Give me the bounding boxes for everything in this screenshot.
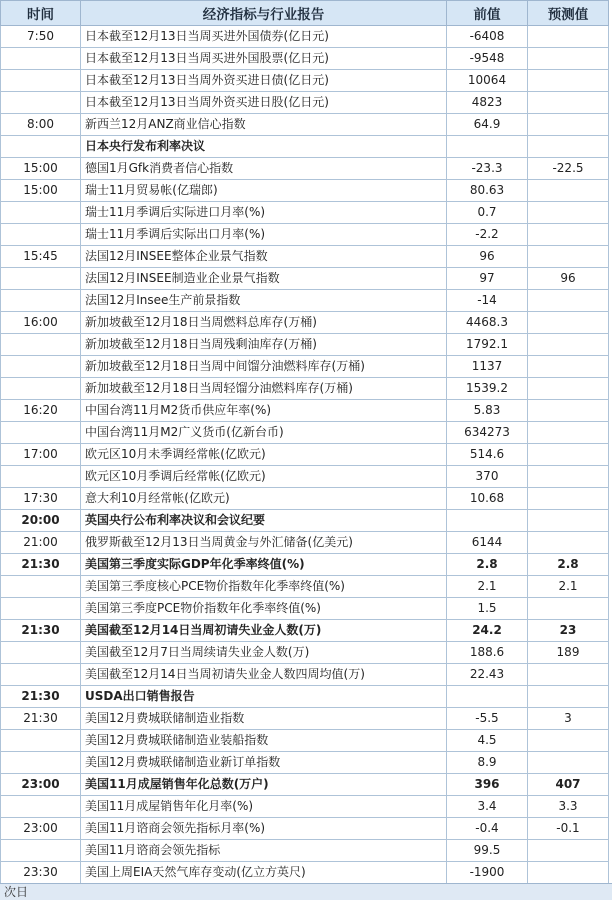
row-forecast-value [528,664,609,686]
table-row [1,532,609,554]
row-indicator-name: 日本央行发布利率决议 [81,136,447,158]
table-body [1,26,609,884]
row-indicator-name: 日本截至12月13日当周买进外国债券(亿日元) [81,26,447,48]
row-indicator-name: 瑞士11月贸易帐(亿瑞郎) [81,180,447,202]
table-row [1,708,609,730]
row-indicator-name: 瑞士11月季调后实际进口月率(%) [81,202,447,224]
row-previous-value: 514.6 [447,444,528,466]
table-header-row [1,1,609,26]
row-indicator-name: 欧元区10月未季调经常帐(亿欧元) [81,444,447,466]
row-time [1,642,81,664]
row-time [1,598,81,620]
row-forecast-value: 96 [528,268,609,290]
row-previous-value: 10064 [447,70,528,92]
row-time [1,466,81,488]
row-previous-value [447,510,528,532]
row-previous-value: 634273 [447,422,528,444]
row-indicator-name: 欧元区10月季调后经常帐(亿欧元) [81,466,447,488]
row-previous-value: 22.43 [447,664,528,686]
row-forecast-value [528,202,609,224]
row-time [1,752,81,774]
row-previous-value: 2.1 [447,576,528,598]
row-time: 15:45 [1,246,81,268]
row-forecast-value [528,466,609,488]
table-row [1,356,609,378]
table-row [1,664,609,686]
table-row [1,730,609,752]
row-forecast-value [528,48,609,70]
row-time: 20:00 [1,510,81,532]
row-time [1,356,81,378]
table-row [1,686,609,708]
row-previous-value: -14 [447,290,528,312]
row-forecast-value: 3 [528,708,609,730]
row-time: 21:30 [1,554,81,576]
row-indicator-name: 美国11月成屋销售年化月率(%) [81,796,447,818]
row-indicator-name: 美国12月费城联储制造业指数 [81,708,447,730]
row-time: 15:00 [1,158,81,180]
row-indicator-name: 瑞士11月季调后实际出口月率(%) [81,224,447,246]
row-forecast-value [528,444,609,466]
row-time: 17:30 [1,488,81,510]
row-previous-value: 1.5 [447,598,528,620]
row-time: 17:00 [1,444,81,466]
table-row [1,48,609,70]
table-row [1,620,609,642]
row-indicator-name: 美国第三季度核心PCE物价指数年化季率终值(%) [81,576,447,598]
row-time: 7:50 [1,26,81,48]
row-previous-value: 2.8 [447,554,528,576]
table-row [1,114,609,136]
row-forecast-value [528,598,609,620]
table-row [1,378,609,400]
row-indicator-name: 美国12月费城联储制造业装船指数 [81,730,447,752]
row-indicator-name: 英国央行公布利率决议和会议纪要 [81,510,447,532]
row-previous-value: 64.9 [447,114,528,136]
row-time: 21:30 [1,620,81,642]
row-forecast-value [528,400,609,422]
row-time [1,48,81,70]
table-row [1,466,609,488]
row-forecast-value: -0.1 [528,818,609,840]
row-previous-value: -23.3 [447,158,528,180]
row-indicator-name: 中国台湾11月M2广义货币(亿新台币) [81,422,447,444]
row-indicator-name: 新加坡截至12月18日当周中间馏分油燃料库存(万桶) [81,356,447,378]
table-row [1,444,609,466]
row-forecast-value [528,136,609,158]
table-row [1,246,609,268]
row-time: 21:30 [1,686,81,708]
row-forecast-value: 2.1 [528,576,609,598]
row-indicator-name: 新西兰12月ANZ商业信心指数 [81,114,447,136]
table-row [1,554,609,576]
row-indicator-name: 美国11月谘商会领先指标月率(%) [81,818,447,840]
row-forecast-value [528,378,609,400]
row-forecast-value [528,114,609,136]
row-time: 21:00 [1,532,81,554]
table-row [1,202,609,224]
header-forecast: 预测值 [528,1,609,26]
row-time [1,70,81,92]
row-indicator-name: 日本截至12月13日当周买进外国股票(亿日元) [81,48,447,70]
row-previous-value: 24.2 [447,620,528,642]
row-forecast-value [528,312,609,334]
row-previous-value: 188.6 [447,642,528,664]
next-day-footer: 次日 [0,883,612,900]
row-indicator-name: 意大利10月经常帐(亿欧元) [81,488,447,510]
row-forecast-value [528,224,609,246]
row-indicator-name: 俄罗斯截至12月13日当周黄金与外汇储备(亿美元) [81,532,447,554]
row-indicator-name: 新加坡截至12月18日当周轻馏分油燃料库存(万桶) [81,378,447,400]
row-time [1,224,81,246]
row-forecast-value [528,180,609,202]
row-previous-value: 1539.2 [447,378,528,400]
row-indicator-name: 美国截至12月14日当周初请失业金人数(万) [81,620,447,642]
row-time [1,730,81,752]
row-indicator-name: 美国11月成屋销售年化总数(万户) [81,774,447,796]
row-time [1,664,81,686]
row-forecast-value [528,510,609,532]
table-row [1,312,609,334]
row-previous-value: -2.2 [447,224,528,246]
row-forecast-value: 3.3 [528,796,609,818]
table-row [1,70,609,92]
row-forecast-value: 407 [528,774,609,796]
row-indicator-name: 德国1月Gfk消费者信心指数 [81,158,447,180]
row-time: 23:00 [1,774,81,796]
row-time: 23:00 [1,818,81,840]
header-indicator: 经济指标与行业报告 [81,1,447,26]
row-previous-value: 99.5 [447,840,528,862]
row-previous-value: 4823 [447,92,528,114]
row-indicator-name: 美国第三季度PCE物价指数年化季率终值(%) [81,598,447,620]
row-forecast-value [528,862,609,884]
row-forecast-value [528,532,609,554]
table-row [1,818,609,840]
row-time [1,92,81,114]
row-time: 15:00 [1,180,81,202]
table-row [1,774,609,796]
table-row [1,510,609,532]
row-time [1,378,81,400]
row-forecast-value [528,246,609,268]
row-time: 21:30 [1,708,81,730]
row-previous-value: 96 [447,246,528,268]
row-indicator-name: 中国台湾11月M2货币供应年率(%) [81,400,447,422]
row-forecast-value [528,290,609,312]
row-forecast-value: 2.8 [528,554,609,576]
header-previous: 前值 [447,1,528,26]
row-time [1,796,81,818]
row-indicator-name: 美国12月费城联储制造业新订单指数 [81,752,447,774]
row-previous-value: 80.63 [447,180,528,202]
table-row [1,400,609,422]
row-previous-value: 10.68 [447,488,528,510]
row-previous-value: 97 [447,268,528,290]
row-time: 8:00 [1,114,81,136]
table-row [1,158,609,180]
row-previous-value: -6408 [447,26,528,48]
table-row [1,862,609,884]
row-time [1,840,81,862]
table-row [1,268,609,290]
row-previous-value: 1792.1 [447,334,528,356]
row-previous-value: 4.5 [447,730,528,752]
row-time: 23:30 [1,862,81,884]
row-time [1,136,81,158]
row-previous-value [447,136,528,158]
row-previous-value: 396 [447,774,528,796]
row-previous-value [447,686,528,708]
row-previous-value: 0.7 [447,202,528,224]
row-time [1,290,81,312]
table-row [1,334,609,356]
row-forecast-value [528,334,609,356]
row-forecast-value [528,422,609,444]
row-time: 16:20 [1,400,81,422]
table-row [1,92,609,114]
row-forecast-value [528,92,609,114]
table-row [1,290,609,312]
table-row [1,576,609,598]
row-indicator-name: 法国12月INSEE整体企业景气指数 [81,246,447,268]
row-indicator-name: 美国11月谘商会领先指标 [81,840,447,862]
header-time: 时间 [1,1,81,26]
row-indicator-name: 美国第三季度实际GDP年化季率终值(%) [81,554,447,576]
row-indicator-name: 法国12月Insee生产前景指数 [81,290,447,312]
row-forecast-value: 23 [528,620,609,642]
row-time [1,334,81,356]
table-row [1,642,609,664]
table-row [1,422,609,444]
row-forecast-value [528,730,609,752]
row-previous-value: -5.5 [447,708,528,730]
table-row [1,488,609,510]
table-row [1,136,609,158]
table-row [1,26,609,48]
row-indicator-name: 日本截至12月13日当周外资买进日债(亿日元) [81,70,447,92]
row-indicator-name: 美国上周EIA天然气库存变动(亿立方英尺) [81,862,447,884]
row-previous-value: 5.83 [447,400,528,422]
row-indicator-name: 法国12月INSEE制造业企业景气指数 [81,268,447,290]
row-forecast-value [528,686,609,708]
row-forecast-value [528,752,609,774]
row-forecast-value [528,26,609,48]
table-row [1,180,609,202]
row-time [1,268,81,290]
row-forecast-value [528,488,609,510]
row-previous-value: 4468.3 [447,312,528,334]
row-indicator-name: USDA出口销售报告 [81,686,447,708]
row-previous-value: 8.9 [447,752,528,774]
row-previous-value: 370 [447,466,528,488]
table-row [1,752,609,774]
row-forecast-value: -22.5 [528,158,609,180]
table-row [1,796,609,818]
row-time [1,422,81,444]
row-indicator-name: 新加坡截至12月18日当周残剩油库存(万桶) [81,334,447,356]
table-row [1,598,609,620]
row-indicator-name: 日本截至12月13日当周外资买进日股(亿日元) [81,92,447,114]
row-forecast-value [528,840,609,862]
row-time [1,202,81,224]
row-time [1,576,81,598]
row-indicator-name: 新加坡截至12月18日当周燃料总库存(万桶) [81,312,447,334]
row-previous-value: 3.4 [447,796,528,818]
row-indicator-name: 美国截至12月14日当周初请失业金人数四周均值(万) [81,664,447,686]
row-previous-value: 1137 [447,356,528,378]
row-previous-value: -1900 [447,862,528,884]
row-forecast-value: 189 [528,642,609,664]
table-row [1,840,609,862]
row-indicator-name: 美国截至12月7日当周续请失业金人数(万) [81,642,447,664]
row-previous-value: -0.4 [447,818,528,840]
row-previous-value: 6144 [447,532,528,554]
row-time: 16:00 [1,312,81,334]
table-row [1,224,609,246]
row-forecast-value [528,356,609,378]
row-forecast-value [528,70,609,92]
row-previous-value: -9548 [447,48,528,70]
